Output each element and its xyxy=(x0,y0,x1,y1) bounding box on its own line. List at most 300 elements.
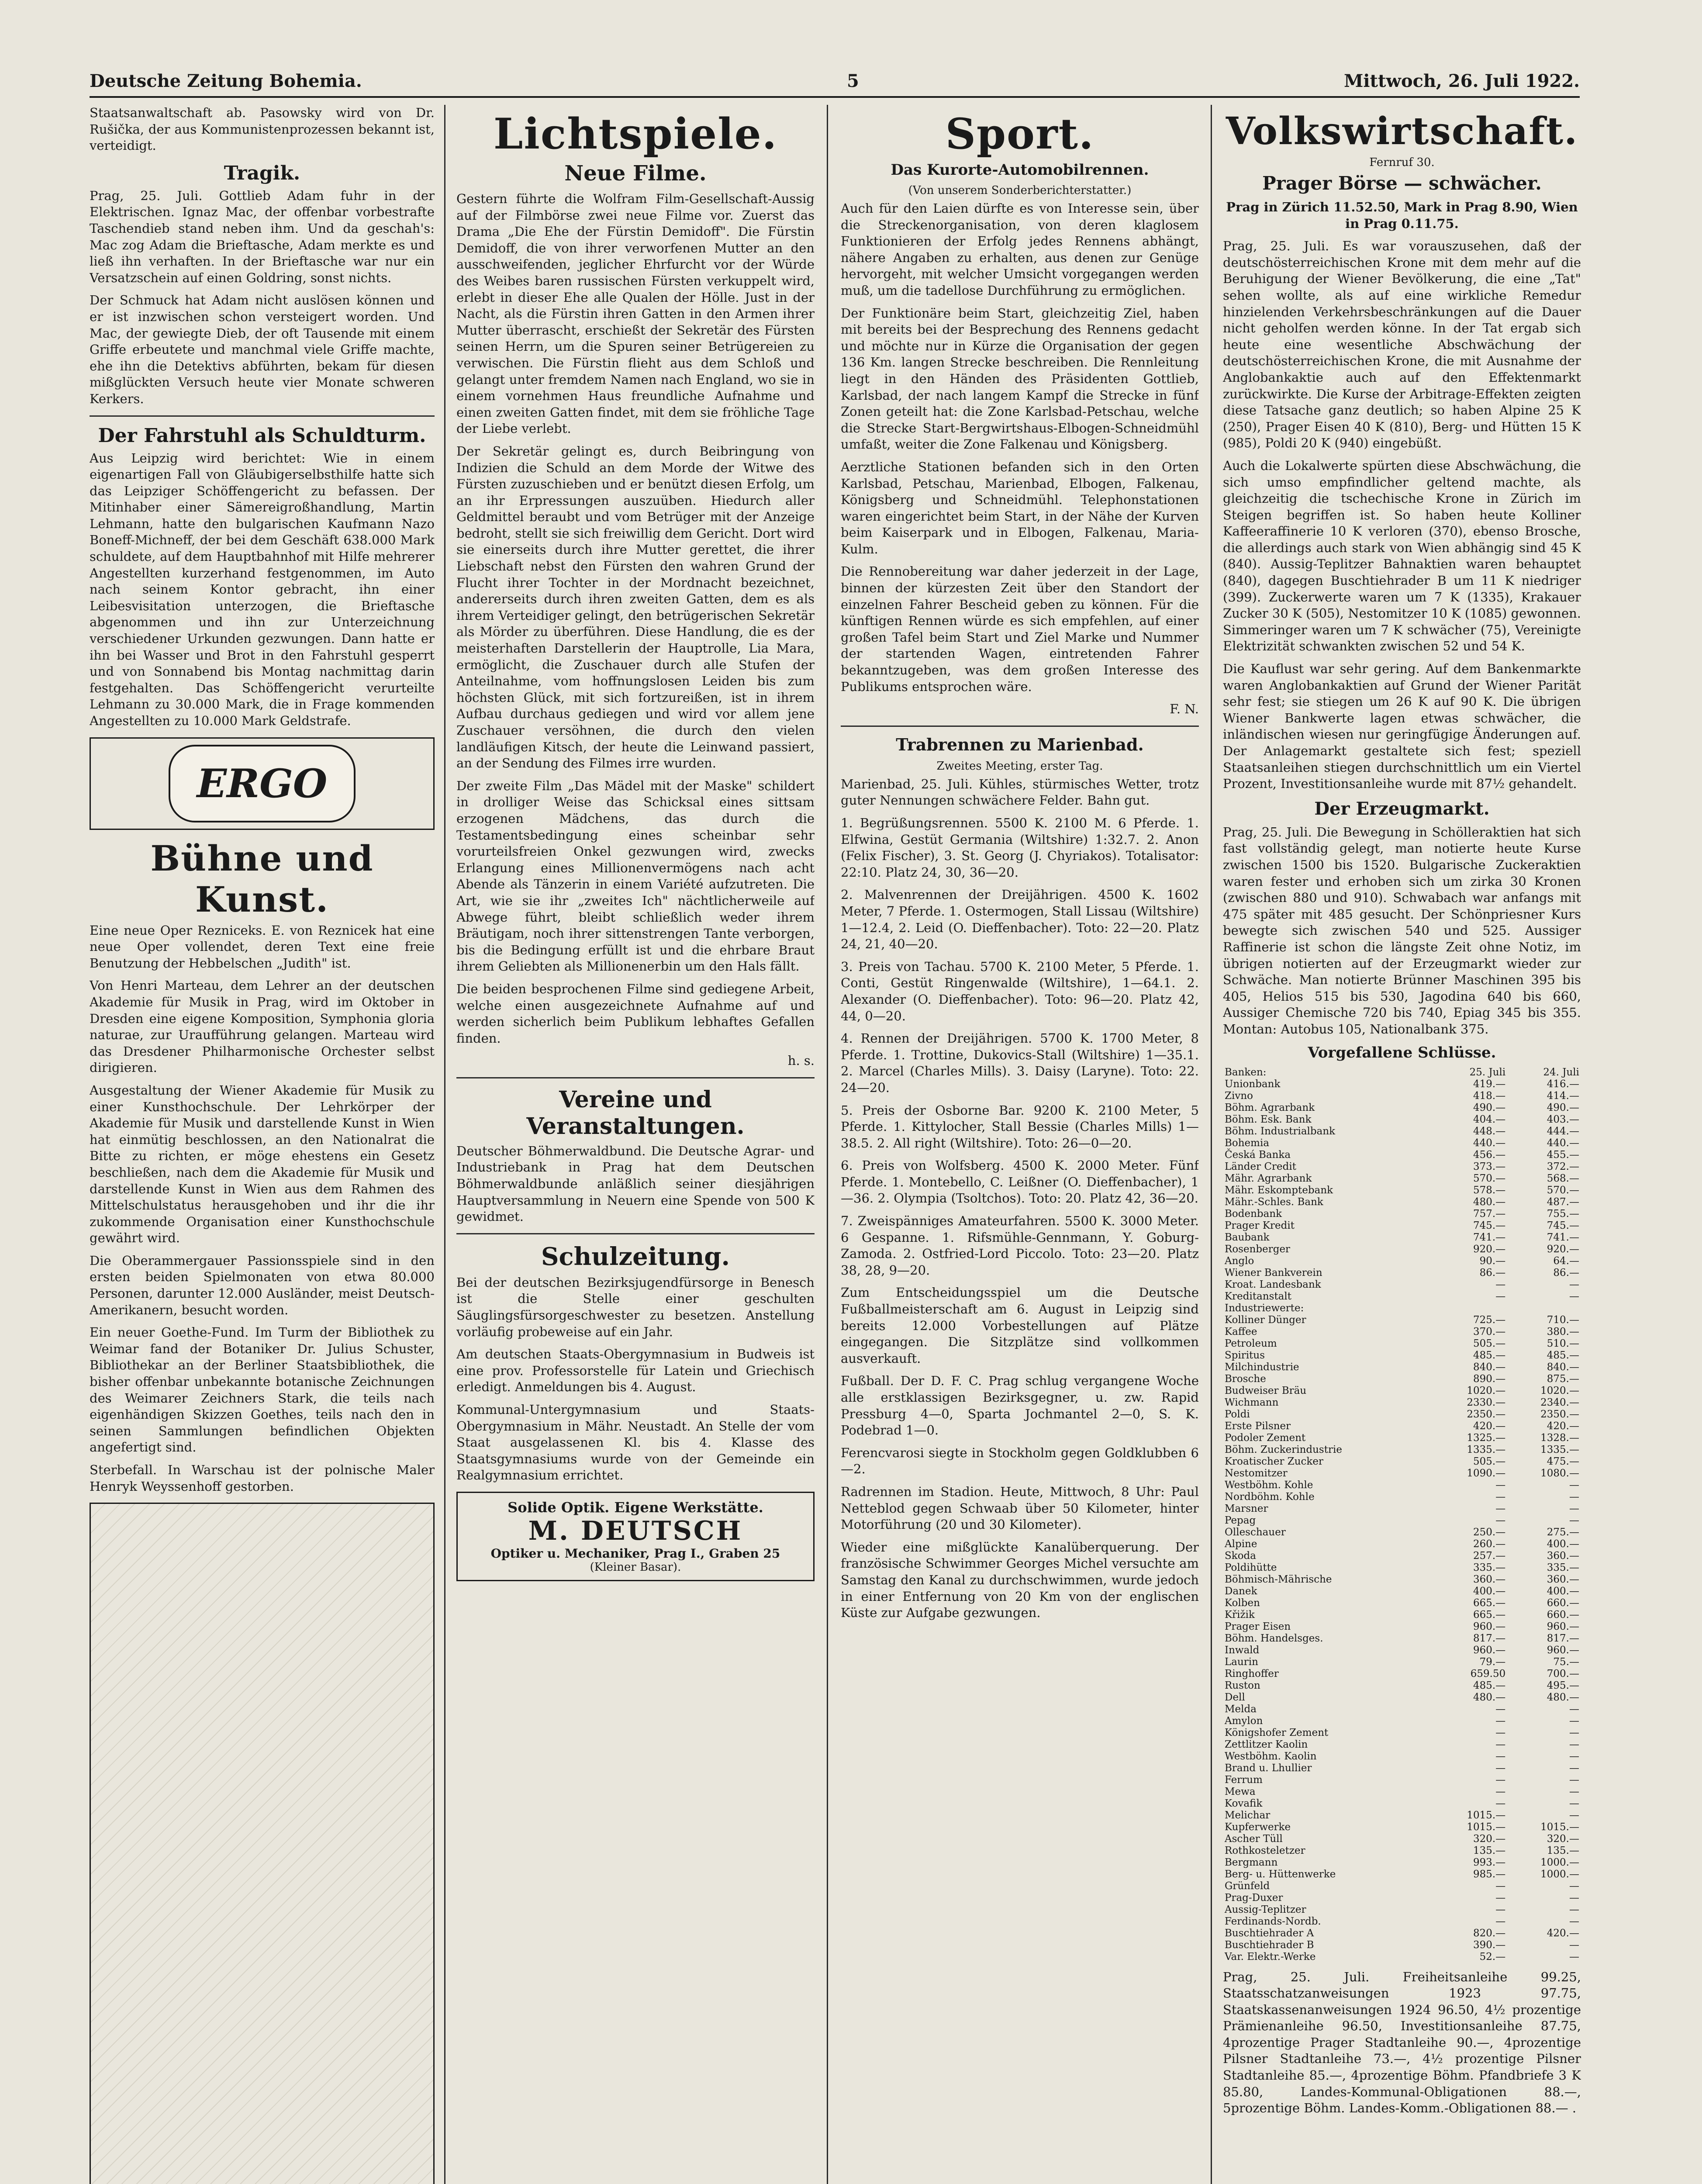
headline-fahrstuhl: Der Fahrstuhl als Schuldturm. xyxy=(98,424,426,447)
table-row xyxy=(1223,1574,1581,1586)
stock-price: 456.— xyxy=(1473,1149,1506,1161)
stock-name: Pepag xyxy=(1225,1514,1256,1526)
table-row xyxy=(1223,1208,1581,1220)
stock-price: 86.— xyxy=(1479,1267,1506,1279)
table-row xyxy=(1223,1739,1581,1751)
stock-price: — xyxy=(1495,1904,1506,1915)
stock-name: Prag-Duxer xyxy=(1225,1892,1283,1904)
stock-price: 2340.— xyxy=(1540,1396,1579,1408)
headline-schluesse: Vorgefallene Schlüsse. xyxy=(1308,1044,1496,1061)
stock-name: Milchindustrie xyxy=(1225,1361,1299,1373)
stock-name: Mähr.-Schles. Bank xyxy=(1225,1196,1323,1208)
headline-boerse: Prager Börse — schwächer. xyxy=(1262,173,1542,194)
divider xyxy=(841,726,1199,727)
table-row xyxy=(1223,1479,1581,1491)
stock-price: 79.— xyxy=(1479,1656,1506,1668)
article-text: Aus Leipzig wird berichtet: Wie in einem eigenartigen Fall von Gläubigerselbsthilfe hatte sich das Leipziger Schöffengericht zu befassen. Der Mitinhaber einer Sämereigroßhandlung, Martin Lehmann, hatte den bulgarischen Kaufmann Nazo Boneff-Michneff, der bei dem Geschäft 638.000 Mark schuldete, auf dem Hauptbahnhof mit Hilfe mehrerer Angestellten kurzerhand festgenommen, im Auto nach seinem Kontor gebracht, ihn einer Leibesvisitation unterzogen, die Brieftasche abgenommen und ihn zur Unterzeichnung verschiedener Urkunden gezwungen. Dann hatte er ihn bei Wasser und Brot in den Fahrstuhl gesperrt und von Sonnabend bis Montag nachmittag darin festgehalten. Das Schöffengericht verurteilte Lehmann zu 30.000 Mark, die in Frage kommenden Angestellten zu 10.000 Mark Geldstrafe. xyxy=(90,450,435,728)
stock-price: 1000.— xyxy=(1540,1868,1579,1880)
stock-price: 135.— xyxy=(1473,1845,1506,1856)
stock-price: 420.— xyxy=(1547,1420,1579,1432)
stock-price: 404.— xyxy=(1473,1113,1506,1125)
stock-name: Länder Credit xyxy=(1225,1161,1296,1172)
table-row xyxy=(1223,1668,1581,1680)
stock-name: Melda xyxy=(1225,1703,1257,1715)
column-header: Banken: xyxy=(1225,1066,1267,1078)
stock-price: — xyxy=(1495,1514,1506,1526)
stock-price: 890.— xyxy=(1473,1373,1506,1385)
stock-name: Brand u. Lhullier xyxy=(1225,1762,1312,1774)
stock-price: 1015.— xyxy=(1467,1821,1506,1833)
stock-price: 320.— xyxy=(1473,1833,1506,1845)
stock-name: Dell xyxy=(1225,1691,1245,1703)
paper-name: Deutsche Zeitung Bohemia. xyxy=(90,70,362,91)
section-title-vereine: Vereine und Veranstaltungen. xyxy=(526,1086,745,1140)
stock-price: 400.— xyxy=(1547,1585,1579,1597)
stock-price: 710.— xyxy=(1547,1314,1579,1326)
table-row xyxy=(1223,1149,1581,1161)
section-title-schulzeitung: Schulzeitung. xyxy=(541,1242,730,1271)
table-row xyxy=(1223,1821,1581,1833)
race-result: 3. Preis von Tachau. 5700 K. 2100 Meter, 5 Pferde. 1. Conti, Gestüt Ringenwalde (Wiltshire), 1—64.1. 2. Alexander (O. Dieffenbacher). Toto: 96—20. Platz 42, 44, 0—20. xyxy=(841,959,1199,1023)
stock-price: 659.50 xyxy=(1470,1668,1506,1679)
stock-price: 700.— xyxy=(1547,1668,1579,1679)
stock-price: 741.— xyxy=(1547,1231,1579,1243)
table-row xyxy=(1223,1373,1581,1385)
table-row xyxy=(1223,1704,1581,1715)
fernruf: Fernruf 30. xyxy=(1369,156,1435,169)
stock-name: Bohemia xyxy=(1225,1137,1270,1149)
stock-name: Industriewerte: xyxy=(1225,1302,1304,1314)
stock-price: 487.— xyxy=(1547,1196,1579,1208)
table-row xyxy=(1223,1692,1581,1704)
article-text: Gestern führte die Wolfram Film-Gesellschaft-Aussig auf der Filmbörse zwei neue Filme vor. Zuerst das Drama „Die Ehe der Fürstin Demidoff". Die Fürstin Demidoff, die von ihrer verworfenen Mutter an den ausschweifenden, jeglicher Ehrfurcht vor der Würde des Weibes baren russischen Fürsten verkuppelt wird, erlebt in dieser Ehe alle Qualen der Hölle. Just in der Nacht, als die Fürstin ihren Gatten in den Armen ihrer Mutter überrascht, erschießt der Sekretär des Fürsten seinen Herrn, um die Spuren seiner Betrügereien zu verwischen. Die Fürstin flieht aus dem Schloß und gelangt unter fremdem Namen nach England, wo sie in einem vornehmen Haus freundliche Aufnahme und einen zweiten Gatten findet, mit dem sie fröhliche Tage der Liebe verlebt. xyxy=(456,191,815,436)
stock-price: — xyxy=(1569,1491,1579,1503)
masthead xyxy=(90,66,1580,98)
table-row xyxy=(1223,1562,1581,1574)
stock-name: Kroatischer Zucker xyxy=(1225,1455,1323,1467)
table-row xyxy=(1223,1869,1581,1880)
stock-price: 1020.— xyxy=(1467,1385,1506,1396)
divider xyxy=(90,415,435,417)
stock-price: 420.— xyxy=(1547,1927,1579,1939)
stock-price: 257.— xyxy=(1473,1550,1506,1562)
stock-price: — xyxy=(1569,1715,1579,1727)
stock-price: — xyxy=(1495,1727,1506,1738)
stock-price: 75.— xyxy=(1553,1656,1579,1668)
column-2 xyxy=(456,105,815,2184)
column-1 xyxy=(90,105,435,2184)
column-rule xyxy=(444,105,445,2184)
subheadline: Zweites Meeting, erster Tag. xyxy=(936,759,1103,773)
table-row xyxy=(1223,1456,1581,1468)
stock-name: Anglo xyxy=(1225,1255,1254,1267)
stock-price: 993.— xyxy=(1473,1856,1506,1868)
table-row xyxy=(1223,1385,1581,1397)
race-result: 2. Malvenrennen der Dreijährigen. 4500 K. 1602 Meter, 7 Pferde. 1. Ostermogen, Stall Lissau (Wiltshire) 1—12.4, 2. Leid (O. Dieffenbacher). Toto: 22—20. Platz 24, 21, 40—20. xyxy=(841,887,1199,952)
stock-name: Danek xyxy=(1225,1585,1257,1597)
stock-name: Křižik xyxy=(1225,1609,1255,1621)
stock-price: 817.— xyxy=(1547,1632,1579,1644)
article-text: Der zweite Film „Das Mädel mit der Maske" schildert in drolliger Weise das Schicksal eines sittsam erzogenen Mädchens, das durch die Testamentsbedingung eines scheinbar sehr vorurteilsfreien Onkel gezwungen wird, zwecks Erlangung eines Millionenvermögens nach acht Abende als Tänzerin in einem Variété aufzutreten. Die Art, wie sie ihr „zweites Ich" nächtlicherweile auf Abwege führt, bleibt schließlich weder ihrem Bräutigam, noch ihrer sittenstrengen Tante verborgen, bis die Bedingung erfüllt ist und die ehrbare Braut ihrem Geliebten als Millionenerbin um den Hals fällt. xyxy=(456,778,815,974)
stock-price: 485.— xyxy=(1473,1679,1506,1691)
stock-price: — xyxy=(1569,1738,1579,1750)
article-text: Prag, 25. Juli. Es war vorauszusehen, daß der deutschösterreichischen Krone mit dem mehr auf die Beruhigung der Wiener Bevölkerung, die eine „Tat" sehen wollte, als auf eine wirkliche Remedur hinzielenden Verkehrsbeschränkungen auf die Dauer nicht geholfen werden könne. In der Tat ergab sich heute eine wesentliche Abschwächung der deutschösterreichischen Krone, die mit Ausnahme der Anglobankaktie auch auf den Effektenmarkt zurückwirkte. Die Kurse der Arbitrage-Effekten zeigten diese Tatsache ganz deutlich; so haben Alpine 25 K (250), Prager Eisen 40 K (810), Berg- und Hütten 15 K (985), Poldi 20 K (940) eingebüßt. xyxy=(1223,238,1581,451)
table-row xyxy=(1223,1845,1581,1857)
table-row xyxy=(1223,1078,1581,1090)
table-row xyxy=(1223,1892,1581,1904)
stock-name: Kovafik xyxy=(1225,1797,1263,1809)
table-row xyxy=(1223,1362,1581,1373)
stock-price: 480.— xyxy=(1473,1196,1506,1208)
stock-price: 370.— xyxy=(1473,1326,1506,1337)
article-text: Radrennen im Stadion. Heute, Mittwoch, 8 Uhr: Paul Netteblod gegen Schwaab über 50 Kilometer, hinter Motorführung (20 und 30 Kilometer). xyxy=(841,1484,1199,1532)
table-row xyxy=(1223,1656,1581,1668)
stock-price: 1000.— xyxy=(1540,1856,1579,1868)
stock-name: Rothkosteletzer xyxy=(1225,1845,1305,1856)
table-row xyxy=(1223,1774,1581,1786)
stock-name: Kroat. Landesbank xyxy=(1225,1279,1321,1290)
article-text: Marienbad, 25. Juli. Kühles, stürmisches Wetter, trotz guter Nennungen schwächere Felder. Bahn gut. xyxy=(841,776,1199,808)
headline-kurorte-rennen: Das Kurorte-Automobilrennen. xyxy=(891,161,1149,179)
stock-price: 440.— xyxy=(1473,1137,1506,1149)
stock-name: Buschtiehrader B xyxy=(1225,1939,1314,1951)
article-text: Der Sekretär gelingt es, durch Beibringung von Indizien die Schuld an dem Morde der Witwe des Fürsten zuzuschieben und er benützt diesen Erfolg, um an ihr Erpressungen auszuüben. Hiedurch aller Geldmittel beraubt und vom Betrüger mit der Anzeige bedroht, stellt sie sich freiwillig dem Gericht. Dort wird sie einerseits durch ihre Mutter gerettet, die ihrer Liebschaft nebst den Fürsten den wahren Grund der Flucht ihrer Tochter in der Mordnacht bezeichnet, andererseits durch ihren zweiten Gatten, dem es als ihrem Verteidiger gelingt, den betrügerischen Sekretär als Mörder zu überführen. Diese Handlung, die es der meisterhaften Darstellerin der Hauptrolle, Lia Mara, ermöglicht, die Zuschauer durch alle Stufen der Anteilnahme, vom hoffnungslosen Leiden bis zum höchsten Glück, mit sich fortzureißen, ist in ihrem Aufbau durchaus gediegen und wird vor allem jene Zuschauer versöhnen, die durch den vielen landläufigen Kitsch, der heute die Leinwand passiert, an der Sendung des Filmes irre wurden. xyxy=(456,443,815,771)
table-row xyxy=(1223,1515,1581,1527)
article-text: Die Kauflust war sehr gering. Auf dem Bankenmarkte waren Anglobankaktien auf Grund der Wiener Parität sehr fest; sie stiegen um 26 K auf 90 K. Die übrigen Wiener Bankwerte lagen etwas schwächer, die inländischen wiesen nur geringfügige Änderungen auf. Der Anlagemarkt gestaltete sich fest; speziell Staatsanleihen stiegen durchschnittlich um ein Viertel Prozent, Investitionsanleihe wurde mit 87½ gehandelt. xyxy=(1223,661,1581,791)
table-row xyxy=(1223,1939,1581,1951)
race-result: 4. Rennen der Dreijährigen. 5700 K. 1700 Meter, 8 Pferde. 1. Trottine, Dukovics-Stall (Wiltshire) 1—35.1. 2. Marcel (Charles Mills). 3. Daisy (Laryne). Toto: 22. 24—20. xyxy=(841,1031,1199,1095)
table-row xyxy=(1223,1196,1581,1208)
stock-price: 755.— xyxy=(1547,1208,1579,1220)
section-title-volkswirtschaft: Volkswirtschaft. xyxy=(1226,109,1578,153)
section-title-sport: Sport. xyxy=(945,109,1094,159)
stock-price: 665.— xyxy=(1473,1609,1506,1621)
table-row xyxy=(1223,1279,1581,1291)
stock-price: — xyxy=(1569,1939,1579,1951)
stock-name: Melichar xyxy=(1225,1809,1270,1821)
stock-name: Poldi xyxy=(1225,1408,1250,1420)
table-row xyxy=(1223,1503,1581,1515)
stock-price: 578.— xyxy=(1473,1184,1506,1196)
stock-name: Skoda xyxy=(1225,1550,1256,1562)
stock-price: 480.— xyxy=(1473,1691,1506,1703)
stock-price: — xyxy=(1569,1880,1579,1892)
stock-price: — xyxy=(1569,1892,1579,1904)
stock-price: 2350.— xyxy=(1540,1408,1579,1420)
article-text: Die beiden besprochenen Filme sind gediegene Arbeit, welche einen ausgezeichnete Aufnahme auf und werden sicherlich beim Publikum lebhaftes Gefallen finden. xyxy=(456,981,815,1046)
table-row xyxy=(1223,1267,1581,1279)
table-row xyxy=(1223,1409,1581,1420)
stock-price: 840.— xyxy=(1473,1361,1506,1373)
column-3 xyxy=(841,105,1199,2184)
stock-price: — xyxy=(1495,1797,1506,1809)
stock-name: Wichmann xyxy=(1225,1396,1279,1408)
stock-price: 920.— xyxy=(1547,1243,1579,1255)
stock-price: 485.— xyxy=(1547,1349,1579,1361)
stock-name: Budweiser Bräu xyxy=(1225,1385,1307,1396)
table-row xyxy=(1223,1338,1581,1350)
ad-firm-name: M. DEUTSCH xyxy=(528,1515,743,1546)
stock-price: 419.— xyxy=(1473,1078,1506,1090)
article-text: Ausgestaltung der Wiener Akademie für Musik zu einer Kunsthochschule. Der Lehrkörper der Akademie für Musik und darstellende Kunst in Wien hat einmütig beschlossen, an den Nationalrat die Bitte zu richten, er möge ehestens ein Gesetz beschließen, nach dem die Akademie für Musik und darstellende Kunst in Wien aus dem Rahmen des Mittelschulstatus herausgehoben und ihr die ihr zukommende Organisation einer Kunsthochschule gewährt wird. xyxy=(90,1082,435,1246)
table-row xyxy=(1223,1727,1581,1739)
stock-price: 875.— xyxy=(1547,1373,1579,1385)
table-row xyxy=(1223,1350,1581,1362)
stock-name: Alpine xyxy=(1225,1538,1257,1550)
column-header: 25. Juli xyxy=(1469,1066,1506,1078)
stock-price xyxy=(1433,1303,1507,1314)
stock-name: Marsner xyxy=(1225,1503,1268,1514)
stock-price: — xyxy=(1495,1279,1506,1290)
table-row xyxy=(1223,1810,1581,1821)
stock-price: 985.— xyxy=(1473,1868,1506,1880)
article-text: Bei der deutschen Bezirksjugendfürsorge in Benesch ist die Stelle einer geschulten Säuglingsfürsorgeschwester zu besetzen. Anstellung vorläufig probeweise auf ein Jahr. xyxy=(456,1275,815,1339)
stock-price: 444.— xyxy=(1547,1125,1579,1137)
stock-price: — xyxy=(1495,1892,1506,1904)
stock-price: — xyxy=(1495,1479,1506,1491)
article-text: Auch für den Laien dürfte es von Interesse sein, über die Streckenorganisation, von deren klaglosem Funktionieren der Erfolg jedes Rennens abhängt, nähere Angaben zu erhalten, aus denen zur Genüge hervorgeht, mit welcher Umsicht vorgegangen werden muß, um die tadellose Durchführung zu ermöglichen. xyxy=(841,201,1199,298)
stock-price: 360.— xyxy=(1547,1573,1579,1585)
table-row xyxy=(1223,1491,1581,1503)
column-header: 24. Juli xyxy=(1543,1066,1579,1078)
stock-name: Grünfeld xyxy=(1225,1880,1270,1892)
table-row xyxy=(1223,1751,1581,1762)
stock-price: 725.— xyxy=(1473,1314,1506,1326)
stock-name: Zivno xyxy=(1225,1090,1253,1102)
stock-price: 400.— xyxy=(1547,1538,1579,1550)
stock-price: 360.— xyxy=(1473,1573,1506,1585)
stock-price: 360.— xyxy=(1547,1550,1579,1562)
stock-name: Ferrum xyxy=(1225,1774,1263,1786)
stock-name: Ferdinands-Nordb. xyxy=(1225,1915,1321,1927)
article-text: Der Schmuck hat Adam nicht auslösen können und er ist inzwischen schon versteigert worden. Und Mac, der gewiegte Dieb, der oft Tausende mit einem Griffe erbeutete und manchmal viele Griffe machte, ehe ihn die Detektivs abführten, bekam für diesen mißglückten Versuch heute vier Monate schweren Kerkers. xyxy=(90,293,435,406)
table-row xyxy=(1223,1220,1581,1232)
stock-price: — xyxy=(1569,1279,1579,1290)
stock-name: Česká Banka xyxy=(1225,1149,1291,1161)
byline: (Von unserem Sonderberichterstatter.) xyxy=(908,184,1132,197)
stock-price: 960.— xyxy=(1473,1621,1506,1632)
stock-price: 570.— xyxy=(1547,1184,1579,1196)
stock-price: — xyxy=(1569,1727,1579,1738)
table-row xyxy=(1223,1303,1581,1314)
stock-price: 90.— xyxy=(1479,1255,1506,1267)
stock-price: 448.— xyxy=(1473,1125,1506,1137)
cartoon-illustration xyxy=(90,1503,435,2184)
stock-name: Brosche xyxy=(1225,1373,1266,1385)
article-text: Ein neuer Goethe-Fund. Im Turm der Bibliothek zu Weimar fand der Botaniker Dr. Julius Schuster, Bibliothekar an der Berliner Staatsbibliothek, die bisher offenbar unbekannte botanische Zeichnungen des Weimarer Zeichners Stark, die teils nach eigenhändigen Skizzen Goethes, teils nach den in seinen Sammlungen befindlichen Objekten angefertigt sind. xyxy=(90,1325,435,1455)
table-row xyxy=(1223,1527,1581,1538)
article-text: Deutscher Böhmerwaldbund. Die Deutsche Agrar- und Industriebank in Prag hat dem Deutschen Böhmerwaldbunde anläßlich seiner diesjährigen Hauptversammlung in Neuern eine Spende von 500 K gewidmet. xyxy=(456,1143,815,1224)
table-row xyxy=(1223,1185,1581,1196)
article-text: Aerztliche Stationen befanden sich in den Orten Karlsbad, Petschau, Marienbad, Elbogen, Falkenau, Königsberg und Schneidmühl. Telephonstationen waren eingerichtet beim Start, in der Nähe der Kurven beim Kaiserpark und in Elbogen, Falkenau, Maria-Kulm. xyxy=(841,459,1199,556)
article-text: Zum Entscheidungsspiel um die Deutsche Fußballmeisterschaft am 6. August in Leipzig sind bereits 12.000 Vorbestellungen auf Plätze eingegangen. Die Sitzplätze sind vollkommen ausverkauft. xyxy=(841,1285,1199,1366)
stock-price: 1015.— xyxy=(1540,1821,1579,1833)
stock-price: 320.— xyxy=(1547,1833,1579,1845)
stock-price: — xyxy=(1569,1951,1579,1963)
table-row xyxy=(1223,1857,1581,1869)
stock-name: Wiener Bankverein xyxy=(1225,1267,1322,1279)
stock-price: 820.— xyxy=(1473,1927,1506,1939)
stock-name: Spiritus xyxy=(1225,1349,1265,1361)
stock-price: — xyxy=(1495,1715,1506,1727)
stock-price: 660.— xyxy=(1547,1597,1579,1609)
stock-price: — xyxy=(1569,1904,1579,1915)
stock-price: 665.— xyxy=(1473,1597,1506,1609)
stock-price: 490.— xyxy=(1473,1102,1506,1113)
table-row xyxy=(1223,1538,1581,1550)
stock-price: — xyxy=(1495,1774,1506,1786)
stock-name: Prager Eisen xyxy=(1225,1621,1291,1632)
table-row xyxy=(1223,1432,1581,1444)
stock-name: Nestomitzer xyxy=(1225,1467,1288,1479)
stock-price: 2350.— xyxy=(1467,1408,1506,1420)
table-row xyxy=(1223,1609,1581,1621)
table-row xyxy=(1223,1550,1581,1562)
stock-price: 475.— xyxy=(1547,1455,1579,1467)
ergo-logo: ERGO xyxy=(169,745,356,822)
article-text: Am deutschen Staats-Obergymnasium in Budweis ist eine prov. Professorstelle für Latein und Griechisch erledigt. Anmeldungen bis 4. August. xyxy=(456,1347,815,1395)
stock-price: 52.— xyxy=(1479,1951,1506,1963)
stock-price: 570.— xyxy=(1473,1172,1506,1184)
table-row xyxy=(1223,1904,1581,1916)
article-text: Staatsanwaltschaft ab. Pasowsky wird von Dr. Rušička, der aus Kommunistenprozessen bekannt ist, verteidigt. xyxy=(90,105,435,153)
stock-price: — xyxy=(1569,1797,1579,1809)
stock-price: — xyxy=(1569,1503,1579,1514)
table-row xyxy=(1223,1114,1581,1126)
table-row xyxy=(1223,1232,1581,1244)
table-row xyxy=(1223,1645,1581,1656)
section-title-buehne: Bühne und Kunst. xyxy=(150,837,374,920)
table-row xyxy=(1223,1444,1581,1456)
stock-name: Nordböhm. Kohle xyxy=(1225,1491,1315,1503)
stock-price: — xyxy=(1569,1774,1579,1786)
table-row xyxy=(1223,1173,1581,1185)
stock-price: 745.— xyxy=(1547,1220,1579,1231)
stock-name: Böhm. Industrialbank xyxy=(1225,1125,1336,1137)
stock-name: Mähr. Agrarbank xyxy=(1225,1172,1312,1184)
stock-name: Baubank xyxy=(1225,1231,1270,1243)
article-text: Auch die Lokalwerte spürten diese Abschwächung, die sich umso empfindlicher geltend machte, als gleichzeitig die tschechische Krone in Zürich im Steigen begriffen ist. So haben heute Kolliner Kaffeeraffinerie 10 K verloren (370), ebenso Brosche, die allerdings auch stark von Wien abhängig sind 45 K (840). Aussig-Teplitzer Bahnaktien waren behauptet (840), dagegen Buschtiehrader B um 11 K niedriger (399). Zuckerwerte waren um 7 K (1335), Krakauer Zucker 30 K (505), Nestomitzer 10 K (1085) gewonnen. Simmeringer waren um 7 K schwächer (75), Vereinigte Elektrizität schwankten zwischen 52 und 54 K. xyxy=(1223,458,1581,654)
stock-price: 817.— xyxy=(1473,1632,1506,1644)
stock-name: Westböhm. Kaolin xyxy=(1225,1750,1317,1762)
article-text: Ferencvarosi siegte in Stockholm gegen Goldklubben 6—2. xyxy=(841,1445,1199,1477)
stock-price: 135.— xyxy=(1547,1845,1579,1856)
ad-location-note: (Kleiner Basar). xyxy=(590,1560,681,1574)
stock-price: — xyxy=(1495,1290,1506,1302)
stock-price: — xyxy=(1569,1479,1579,1491)
stock-name: Ruston xyxy=(1225,1679,1260,1691)
stock-price: 418.— xyxy=(1473,1090,1506,1102)
issue-date: Mittwoch, 26. Juli 1922. xyxy=(1344,70,1580,91)
exchange-rates: Prag in Zürich 11.52.50, Mark in Prag 8.90, Wien in Prag 0.11.75. xyxy=(1226,200,1578,231)
stock-price: 1328.— xyxy=(1540,1432,1579,1444)
stock-price: 260.— xyxy=(1473,1538,1506,1550)
column-4 xyxy=(1223,105,1581,2184)
stock-price: 660.— xyxy=(1547,1609,1579,1621)
stock-price: — xyxy=(1569,1762,1579,1774)
stock-price: 414.— xyxy=(1547,1090,1579,1102)
table-row xyxy=(1223,1137,1581,1149)
stock-name: Amylon xyxy=(1225,1715,1263,1727)
stock-price: — xyxy=(1569,1750,1579,1762)
ad-tagline: Solide Optik. Eigene Werkstätte. xyxy=(507,1499,763,1516)
table-row xyxy=(1223,1397,1581,1409)
stock-price: — xyxy=(1569,1809,1579,1821)
stock-price: — xyxy=(1495,1786,1506,1797)
stock-price: 485.— xyxy=(1473,1349,1506,1361)
stock-price: 335.— xyxy=(1473,1562,1506,1573)
stock-price: 275.— xyxy=(1547,1526,1579,1538)
stock-price: 1325.— xyxy=(1467,1432,1506,1444)
advertisement-deutsch-optiker xyxy=(456,1492,815,1581)
article-text: Prag, 25. Juli. Gottlieb Adam fuhr in der Elektrischen. Ignaz Mac, der offenbar vorbestrafte Taschendieb stand neben ihm. Und da geschah's: Mac zog Adam die Brieftasche, Adam merkte es und ließ ihn verhaften. In der Brieftasche war nur ein Versatzschein auf einen Goldring, sonst nichts. xyxy=(90,188,435,285)
stock-price: — xyxy=(1569,1514,1579,1526)
stock-price: 440.— xyxy=(1547,1137,1579,1149)
ad-address: Optiker u. Mechaniker, Prag I., Graben 25 xyxy=(490,1546,780,1561)
table-row xyxy=(1223,1880,1581,1892)
section-title-lichtspiele: Lichtspiele. xyxy=(493,109,778,159)
article-text: Wieder eine mißglückte Kanalüberquerung. Der französische Schwimmer Georges Michel versuchte am Samstag den Kanal zu durchschwimmen, wurde jedoch in einer Entfernung von 20 Km von der englischen Küste zur Aufgabe gezwungen. xyxy=(841,1539,1199,1621)
stock-price: — xyxy=(1569,1786,1579,1797)
article-text: Der Funktionäre beim Start, gleichzeitig Ziel, haben mit bereits bei der Besprechung des Rennens gedacht und möchte nur in Kürze die Organisation der gegen 136 Km. langen Strecke beschreiben. Die Rennleitung liegt in den Händen des Präsidenten Gottlieb, Karlsbad, der nach langem Kampf die Strecke in fünf Zonen geteilt hat: die Zone Karlsbad-Petschau, welche die Strecke Start-Bergwirtshaus-Elbogen-Schneidmühl umfaßt, weiter die Zone Falkenau und Königsberg. xyxy=(841,305,1199,452)
page-number: 5 xyxy=(847,70,859,91)
stock-name: Bodenbank xyxy=(1225,1208,1282,1220)
stock-price: — xyxy=(1495,1750,1506,1762)
signature: F. N. xyxy=(1170,702,1199,717)
stock-price: — xyxy=(1495,1738,1506,1750)
stock-price: 390.— xyxy=(1473,1939,1506,1951)
race-result: 1. Begrüßungsrennen. 5500 K. 2100 M. 6 Pferde. 1. Elfwina, Gestüt Germania (Wiltshire) 1:32.7. 2. Anon (Felix Fischer), 3. St. Georg (J. Chyriakos). Totalisator: 22:10. Platz 24, 30, 36—20. xyxy=(841,816,1199,880)
stock-price: 840.— xyxy=(1547,1361,1579,1373)
stock-name: Mewa xyxy=(1225,1786,1256,1797)
stock-price: 960.— xyxy=(1473,1644,1506,1656)
table-row xyxy=(1223,1833,1581,1845)
stock-name: Ascher Tüll xyxy=(1225,1833,1283,1845)
stock-name: Königshofer Zement xyxy=(1225,1727,1329,1738)
stock-name: Buschtiehrader A xyxy=(1225,1927,1314,1939)
headline-erzeugmarkt: Der Erzeugmarkt. xyxy=(1314,798,1490,819)
race-result: 6. Preis von Wolfsberg. 4500 K. 2000 Meter. Fünf Pferde. 1. Montebello, C. Leißner (O. Dieffenbacher), 1—36. 2. Olympia (Tsoltchos). Toto: 20. Platz 42, 36—20. xyxy=(841,1158,1199,1206)
table-row xyxy=(1223,1680,1581,1692)
article-text: Eine neue Oper Rezniceks. E. von Reznicek hat eine neue Oper vollendet, deren Text eine freie Benutzung der Hebbelschen „Judith" ist. xyxy=(90,923,435,971)
table-row xyxy=(1223,1715,1581,1727)
stock-price: 400.— xyxy=(1473,1585,1506,1597)
table-row xyxy=(1223,1420,1581,1432)
stock-price: 568.— xyxy=(1547,1172,1579,1184)
stock-price: 480.— xyxy=(1547,1691,1579,1703)
table-row xyxy=(1223,1633,1581,1645)
stock-name: Unionbank xyxy=(1225,1078,1281,1090)
article-text: Die Rennobereitung war daher jederzeit in der Lage, binnen der kürzesten Zeit über den Standort der einzelnen Fahrer Bescheid geben zu können. Für die künftigen Rennen würde es sich empfehlen, auf einer großen Tafel beim Start und Ziel Marke und Nummer der startenden Wagen, eintretenden Fahrer bekanntzugeben, was dem großen Interesse des Publikums entsprochen wäre. xyxy=(841,564,1199,694)
stock-name: Petroleum xyxy=(1225,1337,1277,1349)
stock-price: — xyxy=(1495,1703,1506,1715)
stock-price: — xyxy=(1569,1703,1579,1715)
stock-name: Kolben xyxy=(1225,1597,1260,1609)
table-row xyxy=(1223,1798,1581,1810)
stock-name: Podoler Zement xyxy=(1225,1432,1306,1444)
stock-name: Westböhm. Kohle xyxy=(1225,1479,1313,1491)
stock-name: Mähr. Eskomptebank xyxy=(1225,1184,1333,1196)
stock-name: Böhm. Zuckerindustrie xyxy=(1225,1444,1342,1455)
stock-price: 403.— xyxy=(1547,1113,1579,1125)
article-text: Fußball. Der D. F. C. Prag schlug vergangene Woche alle erstklassigen Bezirksgegner, u. zw. Rapid Pressburg 4—0, Sparta Jochmantel 2—0, S. K. Podebrad 1—0. xyxy=(841,1373,1199,1438)
article-text: Prag, 25. Juli. Die Bewegung in Schölleraktien hat sich fast vollständig gelegt, man notierte heute Kurse zwischen 1500 bis 1520. Bulgarische Zuckeraktien waren fester und erhoben sich um zirka 30 Kronen (zwischen 880 und 910). Schwabach war anfangs mit 475 später mit 485 gesucht. Der Schönpriesner Kurs bewegte sich zwischen 540 und 525. Aussiger Raffinerie ist schon die längste Zeit ohne Notiz, im übrigen notierten auf der Erzeugmarkt wieder zur Schwäche. Man notierte Brünner Maschinen 395 bis 405, Helios 515 bis 530, Jagodina 640 bis 660, Aussiger Chemische 720 bis 740, Epiag 345 bis 355. Montan: Autobus 105, Nationalbank 375. xyxy=(1223,824,1581,1037)
stock-name: Laurin xyxy=(1225,1656,1258,1668)
race-result: 5. Preis der Osborne Bar. 9200 K. 2100 Meter, 5 Pferde. 1. Kittylocher, Stall Bessie (Charles Mills) 1—38.5. 2. All right (Wiltshire). Toto: 26—0—20. xyxy=(841,1102,1199,1151)
divider xyxy=(456,1233,815,1234)
stock-name: Bergmann xyxy=(1225,1856,1278,1868)
headline-trabrennen: Trabrennen zu Marienbad. xyxy=(896,734,1144,754)
